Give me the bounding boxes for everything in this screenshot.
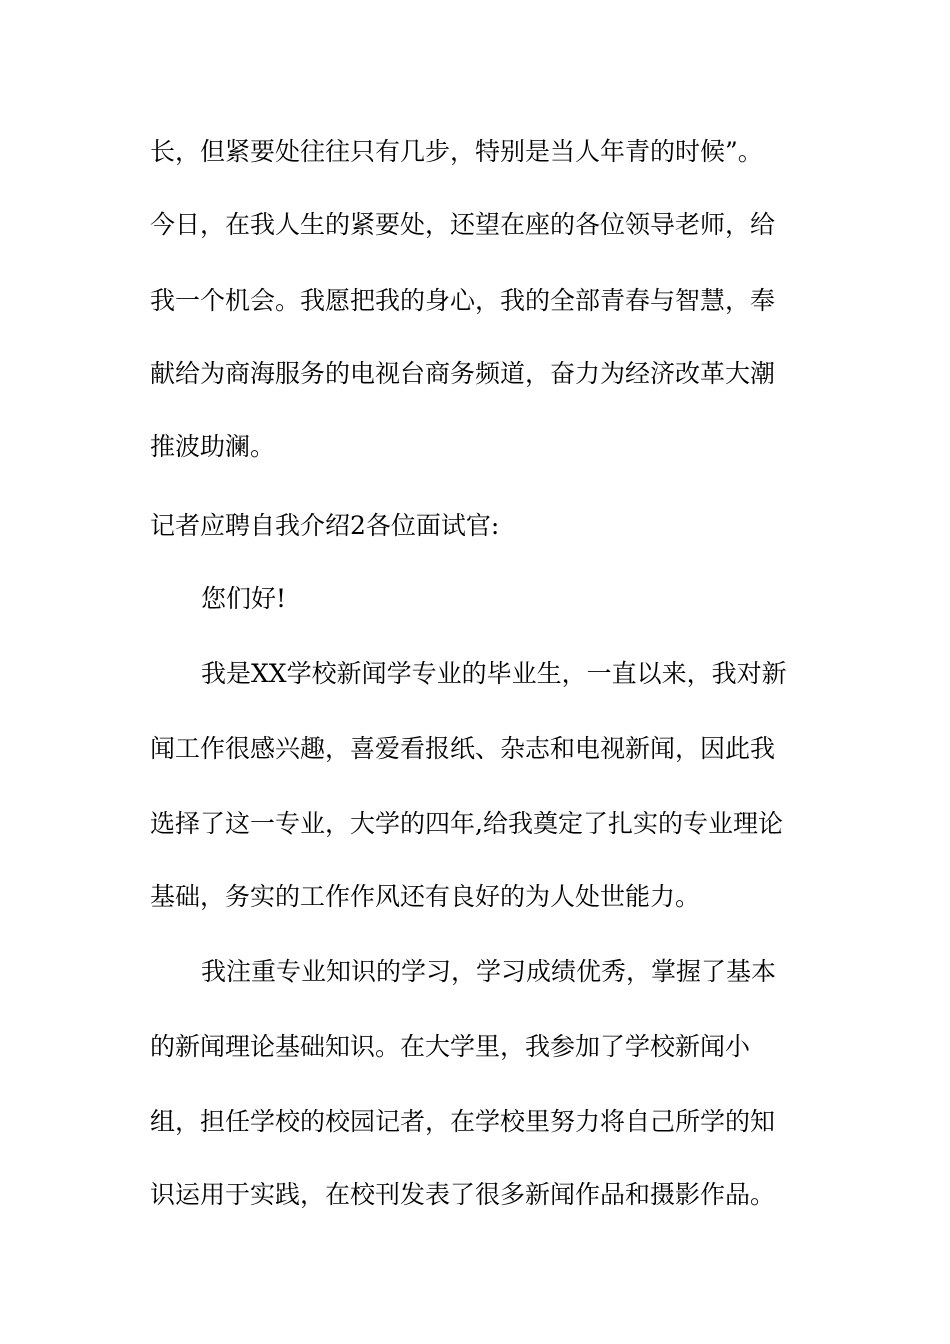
text-line: 的新闻理论基础知识。在大学里，我参加了学校新闻小 — [150, 1032, 751, 1061]
text-line: 闻工作很感兴趣，喜爱看报纸、杂志和电视新闻，因此我 — [150, 734, 776, 763]
greeting-line: 您们好! — [201, 584, 287, 613]
section-heading: 记者应聘自我介绍2各位面试官: — [150, 511, 500, 540]
text-line: 献给为商海服务的电视台商务频道，奋力为经济改革大潮 — [150, 359, 776, 388]
text-line: 识运用于实践，在校刊发表了很多新闻作品和摄影作品。 — [150, 1180, 776, 1209]
text-line: 基础，务实的工作作风还有良好的为人处世能力。 — [150, 882, 701, 911]
text-line: 组，担任学校的校园记者，在学校里努力将自己所学的知 — [150, 1107, 776, 1136]
text-line: 长，但紧要处往往只有几步，特别是当人年青的时候”。 — [150, 137, 763, 166]
text-line: 我一个机会。我愿把我的身心，我的全部青春与智慧，奉 — [150, 286, 776, 315]
text-line: 今日，在我人生的紧要处，还望在座的各位领导老师，给 — [150, 210, 776, 239]
text-line: 我注重专业知识的学习，学习成绩优秀，掌握了基本 — [201, 957, 777, 986]
text-line: 选择了这一专业，大学的四年,给我奠定了扎实的专业理论 — [150, 809, 783, 838]
text-line: 我是XX学校新闻学专业的毕业生，一直以来，我对新 — [201, 659, 787, 688]
text-line: 推波助澜。 — [150, 432, 276, 461]
